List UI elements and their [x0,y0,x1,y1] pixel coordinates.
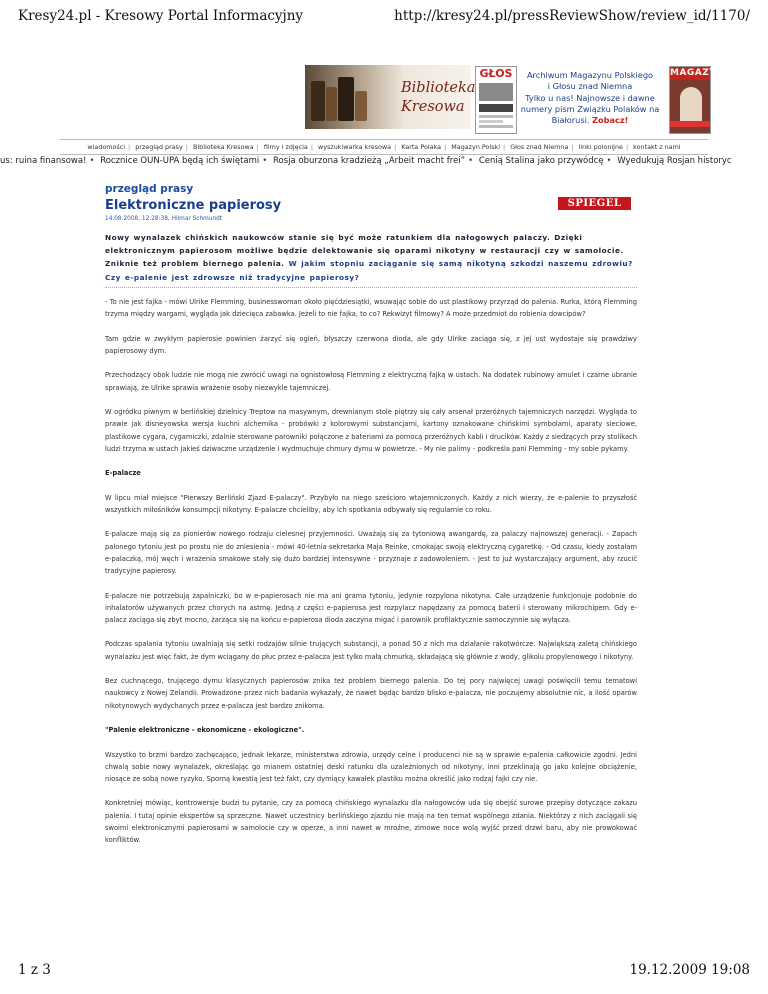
article-body [105,296,637,859]
print-page-url: http://kresy24.pl/pressReviewShow/review_id/1170/ [394,8,750,24]
banner-title-line1: Biblioteka [401,80,476,96]
nav-item-wyszukiwarka-kresowa[interactable]: wyszukiwarka kresowa [318,143,392,151]
nav-item-karta-polaka[interactable]: Karta Polaka [401,143,442,151]
biblioteka-kresowa-banner[interactable] [305,65,476,129]
nav-item-przeglad-prasy[interactable]: przegląd prasy [135,143,183,151]
nav-item-glos-znad-niemna[interactable]: Głos znad Niemna [510,143,569,151]
archiwum-promo[interactable] [518,70,662,126]
print-footer [18,962,750,982]
glos-cover-thumbnail[interactable] [475,66,517,134]
article-paragraph: - To nie jest fajka - mówi Ulrike Flemming, businesswoman około pięćdziesiątki, wsuwając sobie do ust plastikowy przyrząd do palenia. Rurka, którą Flemming trzyma między wargami, wygląda jak dziecięca zabawka. Jeżeli to nie fajka, to co? Rekwizyt filmowy? A może przedmiot do robienia dowcipów? [105,298,637,319]
news-ticker: us: ruina finansowa! • Rocznice OUN-UPA będą ich świętami • Rosja oburzona kradzieżą „Arbeit macht frei” • Cenią Stalina jako przywódcę • Wyedukują Rosjan historyc [0,156,732,166]
archiwum-line3: Tylko u nas! Najnowsze i dawne [525,92,655,103]
print-header [18,8,750,28]
magazyn-masthead: MAGAZYN [670,68,725,78]
nav-item-filmy-i-zdjecia[interactable]: filmy i zdjęcia [263,143,308,151]
article-subheading: E-palacze [105,469,141,478]
article-meta: 14.08.2008, 12:28:38, Hilmar Schmundt [105,216,223,222]
ticker-item[interactable]: Wyedukują Rosjan historyc [617,156,732,166]
article-paragraph: W ogródku piwnym w berlińskiej dzielnicy Treptow na masywnym, drewnianym stole piętrzy się cały arsenał przeróżnych tajemniczych narzędzi. Wygląda to prawie jak disneyowska wersja kuchni alchemika - probówki z kolorowymi substancjami, kartony oznakowane chińskimi symbolami, aparaty sieciowe, plastikowe cygara, cygamiczki, zdalnie sterowane parowniki połączone z bateriami za pomocą przeróżnych kabli i drucików. Każdy z siedzących przy stolikach ludzi trzyma w ustach jakieś dziwaczne urządzenie i wydmuchuje chmury dymu w powietrze. - My nie palimy - podkreśla pani Flemming - my sobie pykamy. [105,408,637,453]
main-nav: wiadomości | przegląd prasy | Biblioteka Kresowa | filmy i zdjęcia | wyszukiwarka kresowa | Karta Polaka | Magazyn Polski | Głos znad Niemna | linki polonijne | kontakt z nami [60,139,708,155]
archiwum-line5: Białorusi. [551,115,593,126]
nav-item-kontakt-z-nami[interactable]: kontakt z nami [633,143,681,151]
archiwum-line4: numery pism Związku Polaków na [520,103,660,114]
archiwum-cta-link[interactable]: Zobacz! [592,115,629,126]
print-datetime: 19.12.2009 19:08 [629,962,750,978]
article-paragraph: W lipcu miał miejsce "Pierwszy Berliński Zjazd E-palaczy". Przybyło na niego sześcioro wtajemniczonych. Każdy z nich wierzy, że e-palenie to przyszłość wszystkich miłośników konsumpcji nikotyny. E-palacze chcieliby, aby ich spotkania odbywały się regularnie co roku. [105,493,637,514]
article-paragraph: Podczas spalania tytoniu uwalniają się setki rodzajów silnie trujących substancji, a ponad 50 z nich ma działanie rakotwórcze. Największą zaletą chińskiego wynalazku jest więc fakt, że dym wciągany do płuc przez e-palacza jest tylko małą chmurką, składającą się głównie z wody, glikolu propylenowego i nikotyny. [105,640,637,661]
glos-masthead: GŁOS [476,67,516,81]
article-lead-part2: W jakim stopniu zaciąganie się samą nikotyną szkodzi naszemu zdrowiu? Czy e-palenie jest zdrowsze niż tradycyjne papierosy? [105,259,633,282]
archiwum-line1: Archiwum Magazynu Polskiego [526,70,654,80]
article-paragraph: Konkretniej mówiąc, kontrowersje budzi tu pytanie, czy za pomocą chińskiego wynalazku dla nałogowców uda się obejść surowe przepisy dotyczące zakazu palenia. I tutaj opinie ekspertów są sprzeczne. Nawet uczestnicy berlińskiego zjazdu nie mają na ten temat wspólnego zdania. Niektórzy z nich zaciągali się swoimi elektronicznymi papierosami w samolocie czy w operze, a inni nawet w mroźne, zimowe noce wolą wyjść przed drzwi baru, aby nie prowokować konfliktów. [105,799,637,845]
lead-divider [105,287,637,288]
archiwum-line2: i Głosu znad Niemna [547,81,633,92]
nav-item-biblioteka-kresowa[interactable]: Biblioteka Kresowa [192,143,254,151]
ticker-item[interactable]: us: ruina finansowa! [0,156,87,166]
print-page-number: 1 z 3 [18,962,51,978]
banner-title [401,79,475,117]
article-paragraph: E-palacze mają się za pionierów nowego rodzaju cielesnej przyjemności. Uważają się za tytoniową awangardę, za palaczy najnowszej generacji. - Zapach palonego tytoniu jest po prostu nie do zniesienia - mówi 40-letnia sekretarka Maja Reinke, cmokając swoją elektryczną cygaretkę. - Od czasu, kiedy zostałam e-palaczką, mój węch i wrażenia smakowe stały się dużo bardziej intensywne - przyznaje z zadowoleniem. - Jest to już wystarczający argument, aby rzucić tradycyjne papierosy. [105,530,637,576]
nav-item-linki-polonijne[interactable]: linki polonijne [578,143,623,151]
magazyn-cover-thumbnail[interactable] [669,66,725,134]
article-title: Elektroniczne papierosy [105,198,282,213]
article-paragraph: Wszystko to brzmi bardzo zachęcająco, jednak lekarze, ministerstwa zdrowia, urzędy celne i producenci nie są w sprawie e-palenia całkowicie zgodni. Jedni chwalą sobie nowy wynalazek, określając go mianem ostatniej deski ratunku dla uzależnionych od nikotyny, inni przeklinają go jako kolejne obciążenie, niosące ze sobą nowe ryzyko. Sporną kwestią jest też fakt, czy dymiący kawałek plastiku można określić jako rodzaj fajki czy nie. [105,750,637,783]
article-paragraph: Przechodzący obok ludzie nie mogą nie zwrócić uwagi na ognistowłosą Flemming z elektryczną fajką w ustach. Na dodatek rubinowy amulet i czarne ubranie sprawiają, że Ulrike sprawia wrażenie osoby niezwykle tajemniczej. [105,371,637,392]
article-paragraph: Tam gdzie w zwykłym papierosie powinien żarzyć się ogień, błyszczy czerwona dioda, ale gdy Ulrike zaciąga się, z jej ust wydostaje się prawdziwy papierosowy dym. [105,334,637,355]
ticker-item[interactable]: Rocznice OUN-UPA będą ich świętami [100,156,260,166]
article-lead-part1: Nowy wynalazek chińskich naukowców stanie się być może ratunkiem dla nałogowych palaczy. Dzięki elektronicznym papierosom możliwe będzie delektowanie się oparami nikotyny w restauracji czy w samolocie. Zniknie też problem biernego palenia. [105,233,624,269]
books-illustration [311,75,373,121]
section-label[interactable]: przegląd prasy [105,183,194,195]
print-page-title: Kresy24.pl - Kresowy Portal Informacyjny [18,8,304,24]
nav-item-magazyn-polski[interactable]: Magazyn Polski [451,143,501,151]
nav-item-wiadomosci[interactable]: wiadomości [87,143,126,151]
article-paragraph: Bez cuchnącego, trującego dymu klasycznych papierosów znika też problem biernego palenia. Do tej pory najwięcej uwagi poświęcili temu tematowi naukowcy z Nowej Zelandii. Prowadzone przez nich badania wykazały, że nawet będąc bardzo blisko e-palacza, nie poczujemy absolutnie nic, a ilość oparów nikotynowych wydychanych przez e-palacza jest bardzo znikoma. [105,677,637,710]
banner-title-line2: Kresowa [401,99,465,115]
ticker-item[interactable]: Cenią Stalina jako przywódcę [478,156,604,166]
article-subheading: "Palenie elektroniczne - ekonomiczne - ekologiczne". [105,726,305,735]
spiegel-source-logo[interactable]: SPIEGEL [558,197,631,210]
ticker-item[interactable]: Rosja oburzona kradzieżą „Arbeit macht frei” [273,156,466,166]
article-paragraph: E-palacze nie potrzebują zapalniczki, bo w e-papierosach nie ma ani grama tytoniu, jedynie rozpylona nikotyna. Całe urządzenie funkcjonuje podobnie do inhalatorów używanych przez chorych na astmę. Jedną z części e-papierosa jest rozpylacz napędzany za pomocą baterii i sterowany mikrochipem. Gdy e-palacz zaciąga się zbyt mocno, żarząca się na końcu e-papierosa dioda zaczyna migać i parownik profilaktycznie samoczynnie się wyłącza. [105,591,637,624]
article-lead [105,231,637,284]
